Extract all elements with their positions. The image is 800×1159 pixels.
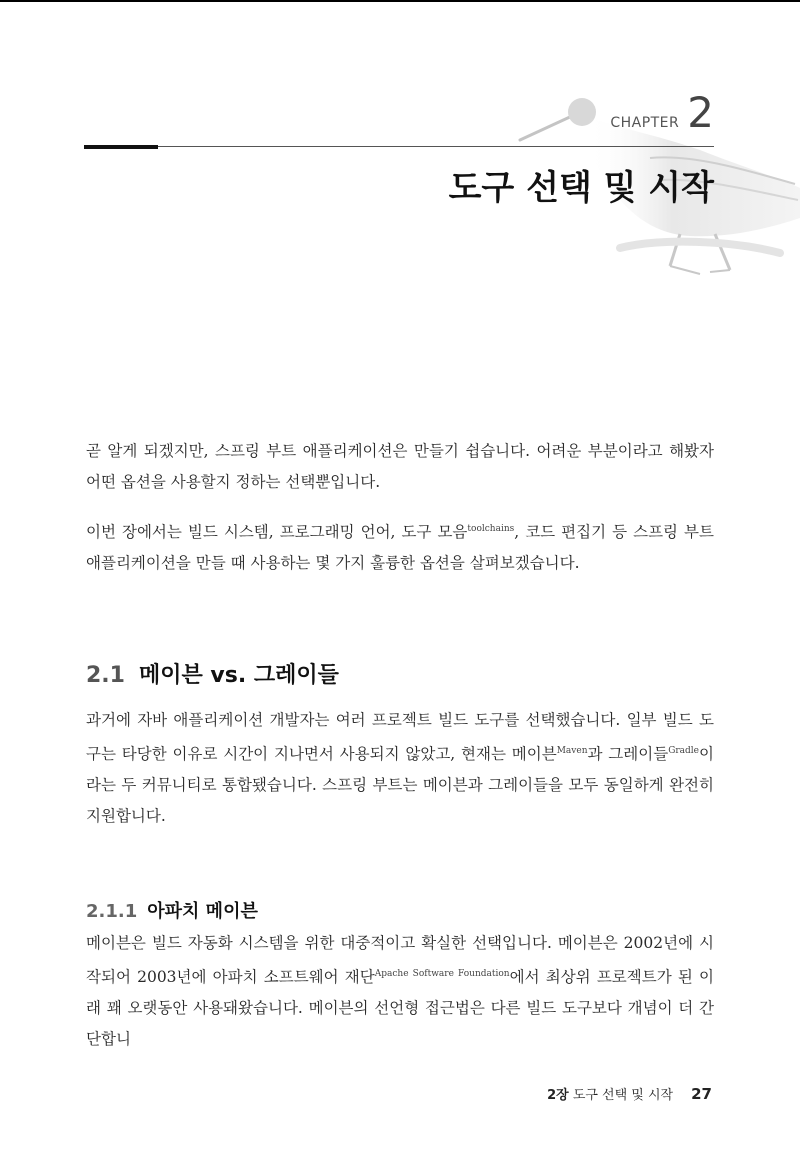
chapter-number: 2 [687, 88, 714, 137]
top-border [0, 0, 800, 2]
header-rule [84, 146, 714, 147]
source-term-gradle: Gradle [668, 746, 700, 756]
intro-paragraph-1: 곧 알게 되겠지만, 스프링 부트 애플리케이션은 만들기 쉽습니다. 어려운 부분이라고 해봤자 어떤 옵션을 사용할지 정하는 선택뿐입니다. [86, 442, 714, 491]
page-footer [547, 1084, 712, 1103]
source-term-asf: Apache Software Foundation [374, 969, 510, 979]
source-term-maven: Maven [556, 746, 588, 756]
chapter-label [610, 88, 714, 137]
source-term-toolchains: toolchains [467, 524, 515, 534]
section-number: 2.1 [86, 663, 125, 688]
section-title: 메이븐 vs. 그레이들 [138, 663, 339, 688]
chapter-word: CHAPTER [610, 115, 680, 131]
header-rule-accent [84, 145, 158, 149]
section-heading-2-1 [86, 658, 339, 689]
subsection-number: 2.1.1 [86, 901, 138, 922]
intro-paragraph-2: 이번 장에서는 빌드 시스템, 프로그래밍 언어, 도구 모음$^{toolchains}$, 코드 편집기 등 스프링 부트 애플리케이션을 만들 때 사용하는 몇 가지 훌륭한 옵션을 살펴보겠습니다. [86, 523, 714, 572]
section-heading-2-1-1 [86, 897, 258, 923]
page-number: 27 [691, 1085, 712, 1103]
footer-chapter: 2장 도구 선택 및 시작 [547, 1088, 674, 1103]
section-2-1-1-paragraph: 메이븐은 빌드 자동화 시스템을 위한 대중적이고 확실한 선택입니다. 메이븐은 2002년에 시작되어 2003년에 아파치 소프트웨어 재단$^{Apache Software Foundation}$에서 최상위 프로젝트가 된 이래 꽤 오랫동안 사용돼왔습니다. 메이븐의 선언형 접근법은 다른 빌드 도구보다 개념이 더 간단합니 [86, 934, 714, 1048]
chapter-title: 도구 선택 및 시작 [448, 168, 714, 208]
section-2-1-paragraph: 과거에 자바 애플리케이션 개발자는 여러 프로젝트 빌드 도구를 선택했습니다. 일부 빌드 도구는 타당한 이유로 시간이 지나면서 사용되지 않았고, 현재는 메이븐$^{Maven}$과 그레이들$^{Gradle}$이라는 두 커뮤니티로 통합됐습니다. 스프링 부트는 메이븐과 그레이들을 모두 동일하게 완전히 지원합니다. [86, 711, 714, 825]
subsection-title: 아파치 메이븐 [147, 901, 258, 922]
